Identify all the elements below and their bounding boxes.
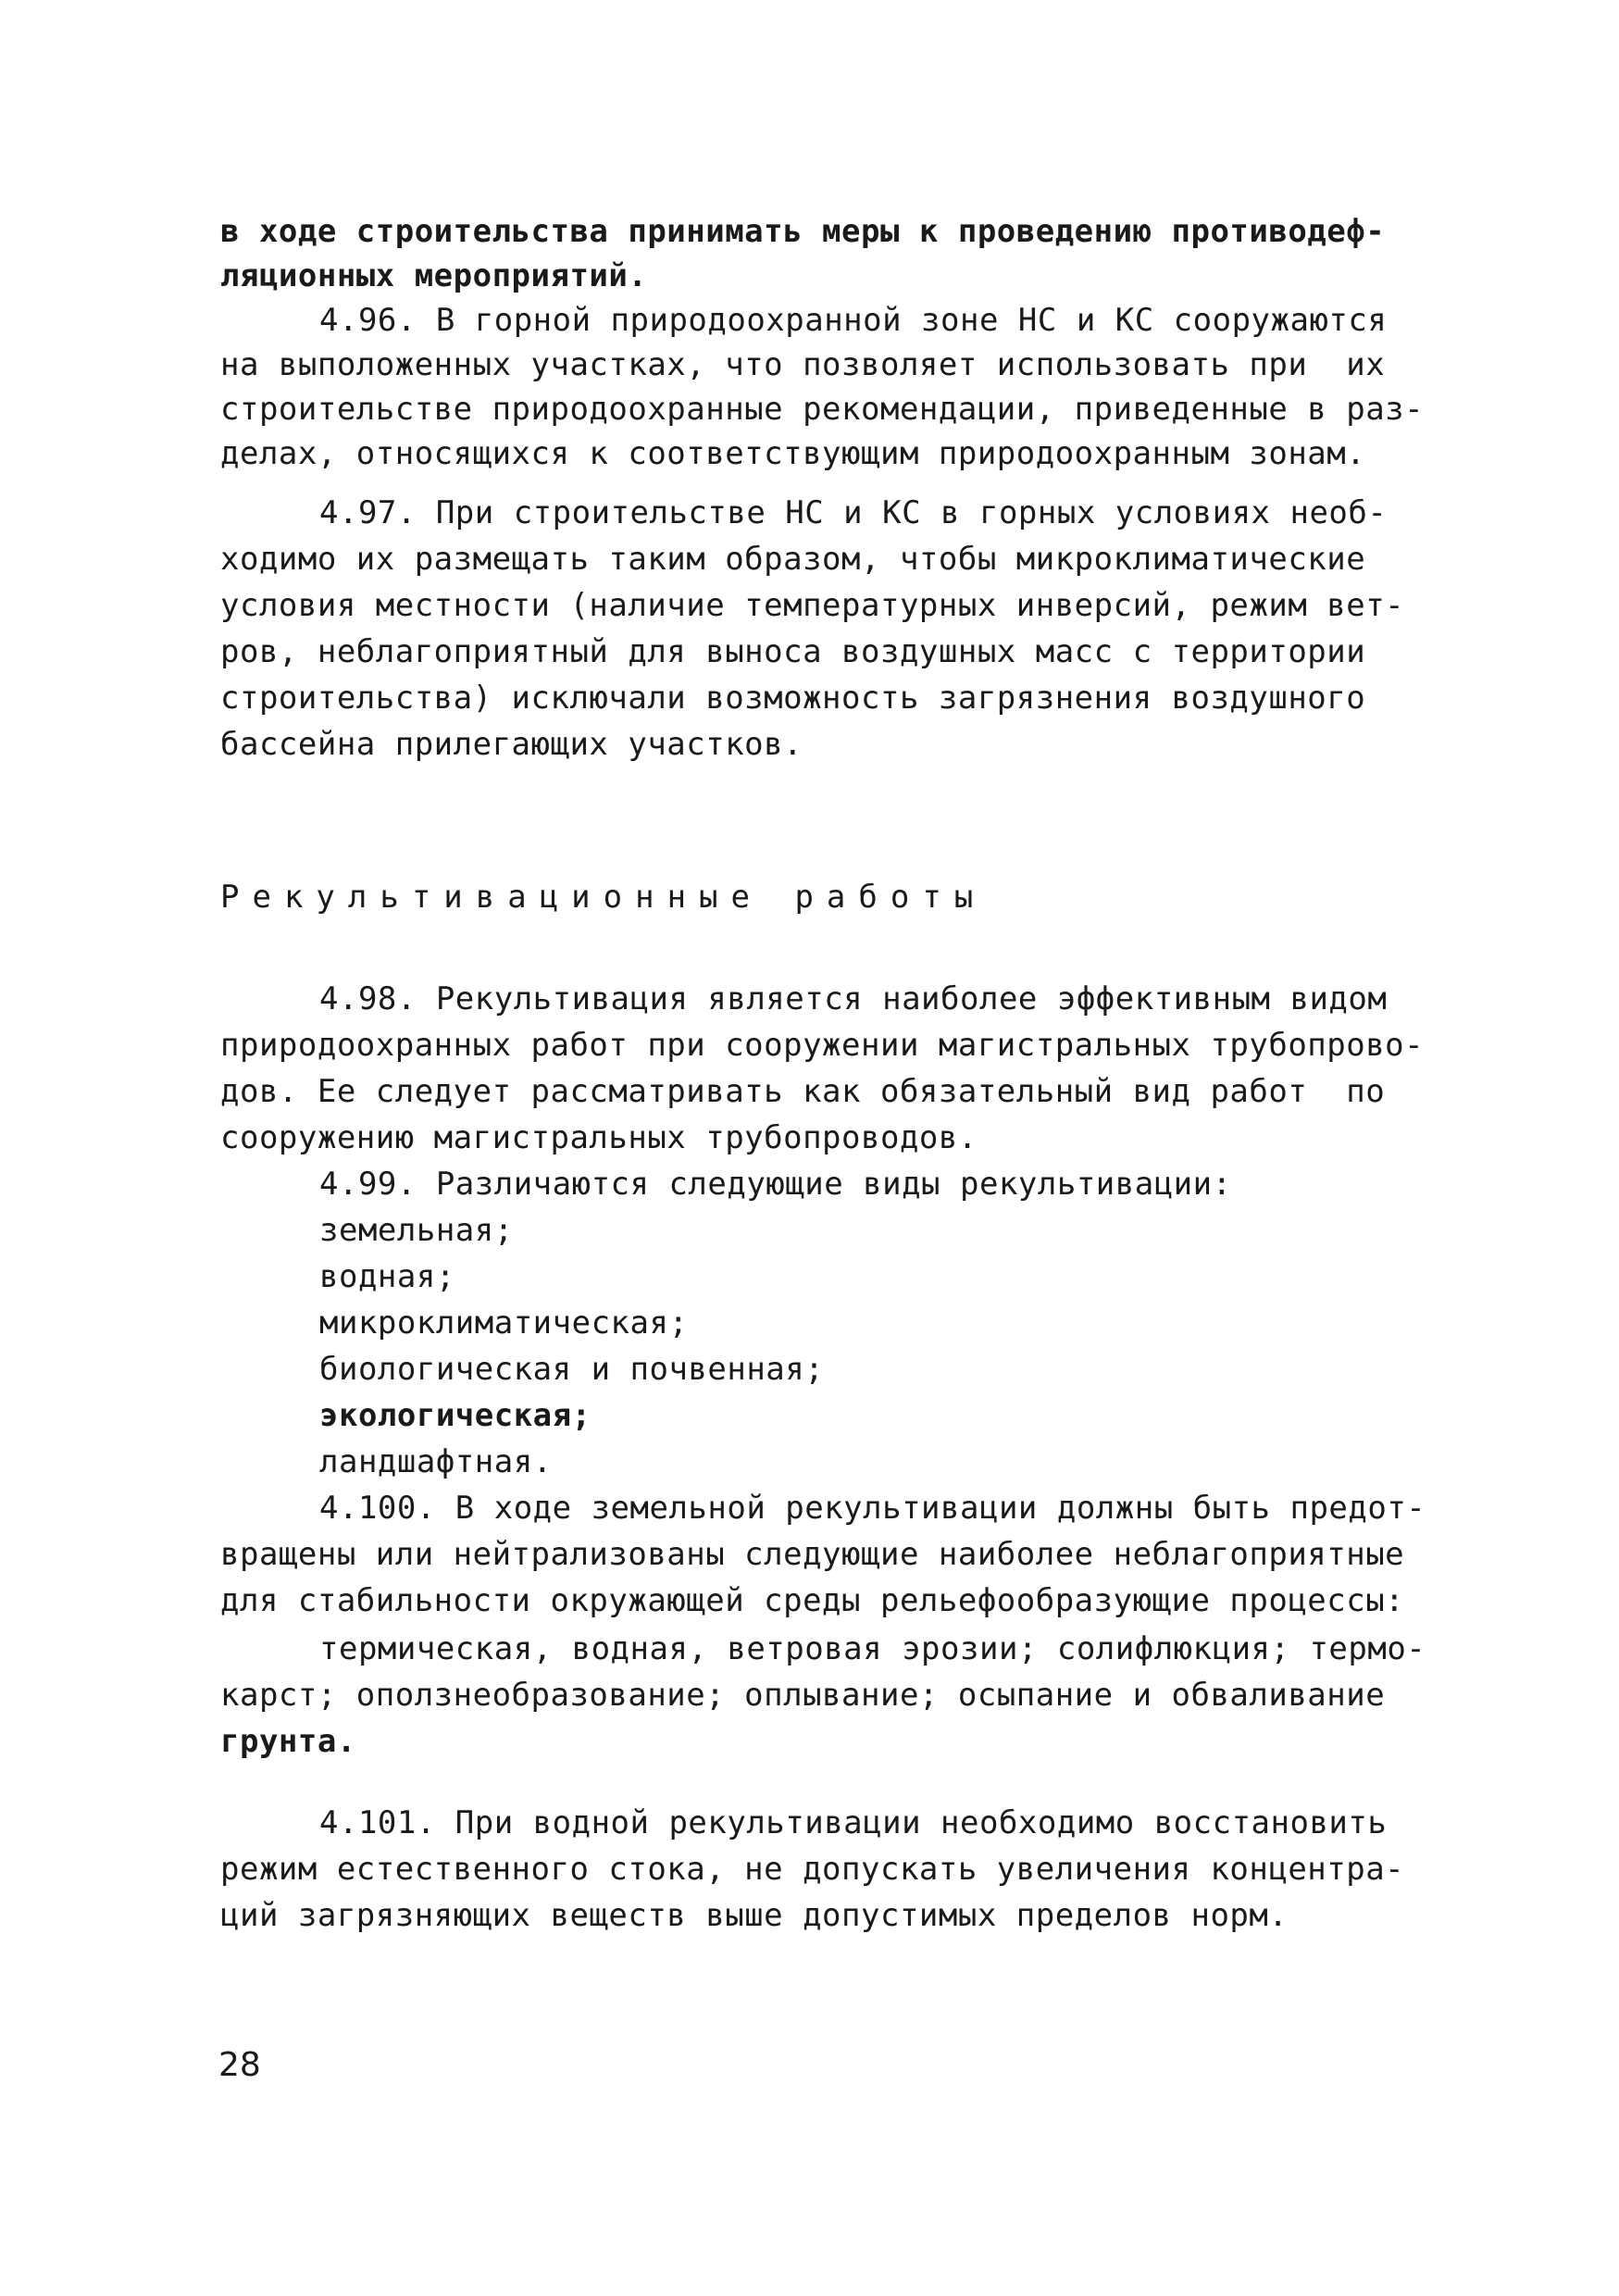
text-line: природоохранных работ при сооружении магистральных трубопрово- [220,1027,1425,1064]
list-item: ландшафтная. [319,1443,553,1480]
text-line: делах, относящихся к соответствующим природоохранным зонам. [220,435,1366,472]
text-line: режим естественного стока, не допускать увеличения концентра- [220,1851,1405,1888]
text-line: бассейна прилегающих участков. [220,726,803,763]
text-line: 4.97. При строительстве НС и КС в горных условиях необ- [319,494,1388,531]
text-line: грунта. [220,1723,356,1760]
text-line: строительства) исключали возможность загрязнения воздушного [220,680,1366,717]
text-line: для стабильности окружающей среды рельефообразующие процессы: [220,1582,1405,1619]
page-number: 28 [218,2046,261,2084]
text-line: ходимо их размещать таким образом, чтобы микроклиматические [220,541,1366,578]
text-line: ций загрязняющих веществ выше допустимых пределов норм. [220,1897,1289,1934]
text-line: термическая, водная, ветровая эрозии; солифлюкция; термо- [319,1630,1426,1667]
text-line: карст; оползнеобразование; оплывание; осыпание и обваливание [220,1677,1386,1714]
text-line: вращены или нейтрализованы следующие наиболее неблагоприятные [220,1536,1405,1573]
text-line: 4.101. При водной рекультивации необходимо восстановить [319,1804,1388,1841]
text-line: в ходе строительства принимать меры к проведению противодеф- [220,213,1386,250]
text-line: 4.98. Рекультивация является наиболее эффективным видом [319,980,1388,1017]
list-item: экологическая; [319,1397,592,1434]
text-line: строительстве природоохранные рекомендации, приведенные в раз- [220,391,1425,428]
list-item: биологическая и почвенная; [319,1351,825,1388]
text-line: дов. Ее следует рассматривать как обязательный вид работ по [220,1073,1386,1110]
text-line: сооружению магистральных трубопроводов. [220,1119,978,1156]
text-line: 4.96. В горной природоохранной зоне НС и КС сооружаются [319,302,1388,339]
text-line: ров, неблагоприятный для выноса воздушных масс с территории [220,633,1366,670]
text-line: 4.100. В ходе земельной рекультивации должны быть предот- [319,1490,1426,1527]
text-line: условия местности (наличие температурных инверсий, режим вет- [220,587,1405,624]
list-item: водная; [319,1258,455,1295]
text-line: ляционных мероприятий. [220,257,648,294]
section-heading: Рекультивационные работы [220,879,987,916]
text-line: 4.99. Различаются следующие виды рекультивации: [319,1166,1232,1203]
list-item: земельная; [319,1212,514,1249]
list-item: микроклиматическая; [319,1304,689,1341]
text-line: на выположенных участках, что позволяет использовать при их [220,346,1386,383]
